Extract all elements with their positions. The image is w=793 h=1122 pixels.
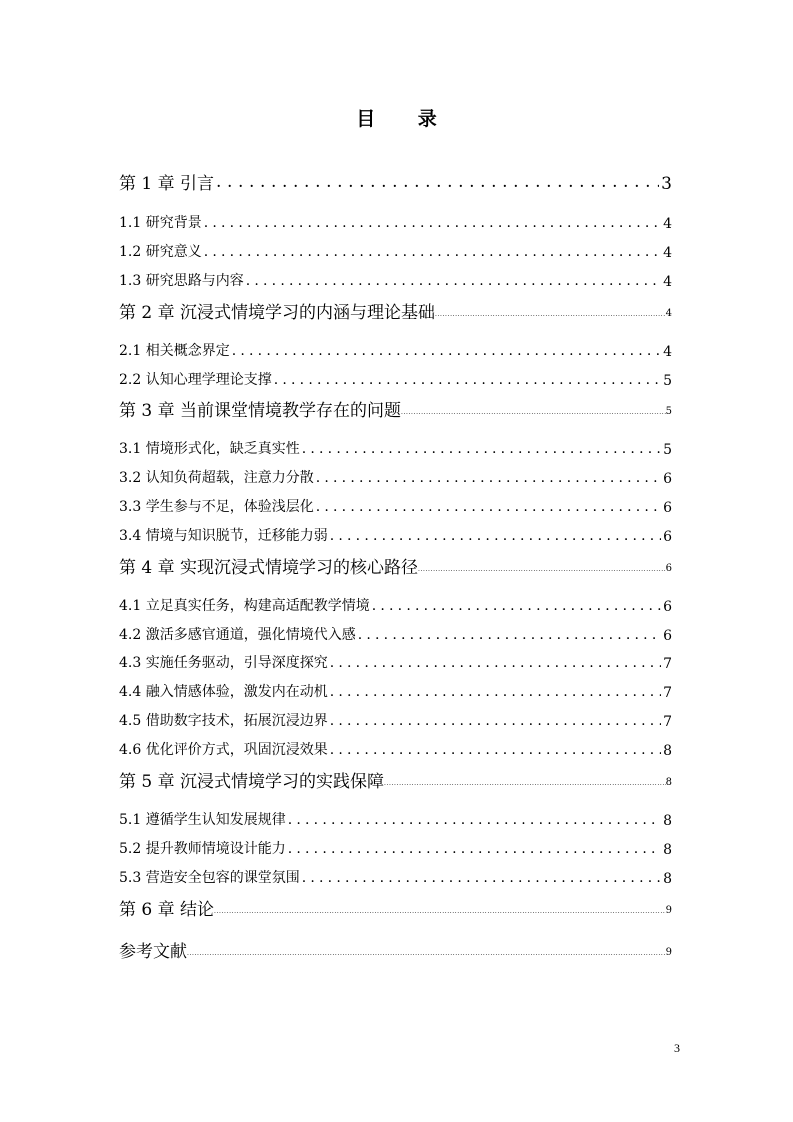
toc-entry-section-4-4[interactable]: [119, 681, 672, 701]
toc-entry-chapter-4[interactable]: [119, 554, 672, 578]
toc-entry-label: 第 1 章 引言: [119, 174, 215, 194]
toc-entry-page: 4: [663, 216, 672, 232]
toc-entry-label: 5.3 营造安全包容的课堂氛围: [119, 870, 300, 886]
toc-entry-label: 3.2 认知负荷超载，注意力分散: [119, 470, 314, 486]
dot-leader: [384, 768, 666, 792]
toc-entry-page: 7: [663, 714, 672, 730]
toc-entry-section-2-2[interactable]: [119, 369, 672, 389]
toc-entry-section-4-3[interactable]: [119, 652, 672, 672]
dot-leader: [204, 241, 661, 261]
page-number: 3: [674, 1041, 680, 1055]
toc-entry-label: 3.4 情境与知识脱节，迁移能力弱: [119, 528, 328, 544]
dot-leader: [302, 867, 661, 887]
toc-entry-section-5-2[interactable]: [119, 838, 672, 858]
dot-leader: [214, 896, 666, 920]
toc-entry-section-4-2[interactable]: [119, 624, 672, 644]
toc-entry-section-2-1[interactable]: [119, 340, 672, 360]
toc-entry-page: 8: [665, 777, 672, 788]
toc-title: 目 录: [356, 108, 455, 130]
toc-entry-page: 6: [663, 500, 672, 516]
dot-leader: [232, 340, 661, 360]
toc-entry-label: 4.4 融入情感体验，激发内在动机: [119, 684, 328, 700]
toc-entry-page: 9: [665, 905, 672, 916]
toc-entry-label: 第 3 章 当前课堂情境教学存在的问题: [119, 401, 402, 421]
toc-entry-page: 7: [663, 685, 672, 701]
toc-entry-section-5-3[interactable]: [119, 867, 672, 887]
toc-entry-page: 4: [663, 245, 672, 261]
toc-entry-page: 6: [663, 529, 672, 545]
toc-entry-label: 4.3 实施任务驱动，引导深度探究: [119, 655, 328, 671]
toc-entry-label: 1.3 研究思路与内容: [119, 273, 244, 289]
toc-entry-label: 4.5 借助数字技术，拓展沉浸边界: [119, 713, 328, 729]
dot-leader: [330, 525, 661, 545]
toc-entry-page: 8: [663, 743, 672, 759]
toc-entry-label: 第 2 章 沉浸式情境学习的内涵与理论基础: [119, 303, 436, 323]
dot-leader: [330, 681, 661, 701]
toc-entry-page: 5: [663, 442, 672, 458]
dot-leader: [216, 170, 659, 194]
toc-entry-label: 2.2 认知心理学理论支撑: [119, 372, 272, 388]
toc-entry-section-3-4[interactable]: [119, 525, 672, 545]
dot-leader: [288, 838, 661, 858]
toc-entry-label: 1.2 研究意义: [119, 244, 202, 260]
dot-leader: [187, 938, 666, 962]
dot-leader: [274, 369, 661, 389]
toc-entry-section-3-1[interactable]: [119, 438, 672, 458]
toc-entry-page: 6: [663, 628, 672, 644]
toc-entry-page: 6: [663, 599, 672, 615]
dot-leader: [330, 652, 661, 672]
toc-entry-section-3-2[interactable]: [119, 467, 672, 487]
dot-leader: [204, 212, 661, 232]
dot-leader: [316, 467, 661, 487]
toc-entry-chapter-1[interactable]: [119, 170, 672, 194]
dot-leader: [288, 809, 661, 829]
toc-entry-section-4-5[interactable]: [119, 710, 672, 730]
toc-entry-page: 9: [665, 947, 672, 958]
toc-entry-chapter-2[interactable]: [119, 299, 672, 323]
toc-entry-page: 4: [663, 274, 672, 290]
dot-leader: [401, 397, 666, 421]
toc-entry-label: 4.2 激活多感官通道，强化情境代入感: [119, 627, 356, 643]
dot-leader: [435, 299, 666, 323]
toc-entry-page: 5: [663, 373, 672, 389]
toc-entry-label: 1.1 研究背景: [119, 215, 202, 231]
toc-entry-page: 5: [665, 406, 672, 417]
dot-leader: [418, 554, 666, 578]
toc-entry-section-1-1[interactable]: [119, 212, 672, 232]
toc-entry-page: 8: [663, 813, 672, 829]
toc-entry-label: 3.1 情境形式化，缺乏真实性: [119, 441, 300, 457]
toc-entry-label: 第 6 章 结论: [119, 900, 215, 920]
dot-leader: [246, 270, 661, 290]
toc-entry-label: 5.2 提升教师情境设计能力: [119, 841, 286, 857]
toc-entry-page: 8: [663, 871, 672, 887]
toc-entry-label: 3.3 学生参与不足，体验浅层化: [119, 499, 314, 515]
toc-entry-section-1-2[interactable]: [119, 241, 672, 261]
toc-entry-section-1-3[interactable]: [119, 270, 672, 290]
toc-entry-section-5-1[interactable]: [119, 809, 672, 829]
toc-entry-label: 第 4 章 实现沉浸式情境学习的核心路径: [119, 558, 419, 578]
toc-entry-chapter-6[interactable]: [119, 896, 672, 920]
toc-entry-section-4-6[interactable]: [119, 739, 672, 759]
toc-entry-references[interactable]: [119, 938, 672, 962]
dot-leader: [358, 624, 661, 644]
toc-entry-page: 6: [663, 471, 672, 487]
toc-entry-label: 5.1 遵循学生认知发展规律: [119, 812, 286, 828]
dot-leader: [316, 496, 661, 516]
dot-leader: [330, 710, 661, 730]
toc-entry-page: 4: [663, 344, 672, 360]
toc-entry-label: 参考文献: [119, 942, 187, 962]
dot-leader: [302, 438, 661, 458]
toc-entry-label: 4.6 优化评价方式，巩固沉浸效果: [119, 742, 328, 758]
toc-entry-page: 6: [665, 563, 672, 574]
toc-entry-page: 4: [665, 308, 672, 319]
toc-entry-section-3-3[interactable]: [119, 496, 672, 516]
dot-leader: [330, 739, 661, 759]
toc-entry-chapter-5[interactable]: [119, 768, 672, 792]
toc-entry-page: 7: [663, 656, 672, 672]
toc-entry-page: 8: [663, 842, 672, 858]
toc-entry-section-4-1[interactable]: [119, 595, 672, 615]
toc-entry-page: 3: [661, 174, 672, 194]
toc-entry-label: 4.1 立足真实任务，构建高适配教学情境: [119, 598, 370, 614]
toc-entry-label: 第 5 章 沉浸式情境学习的实践保障: [119, 772, 385, 792]
toc-entry-chapter-3[interactable]: [119, 397, 672, 421]
toc-entry-label: 2.1 相关概念界定: [119, 343, 230, 359]
dot-leader: [372, 595, 661, 615]
